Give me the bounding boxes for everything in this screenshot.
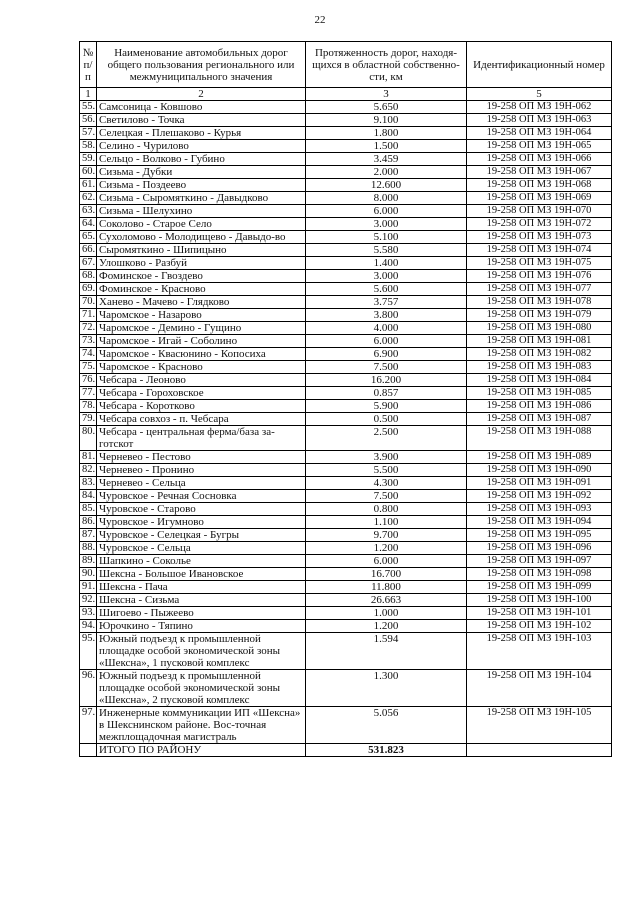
road-name: Юрочкино - Тяпино	[97, 620, 306, 633]
row-number: 56.	[80, 114, 97, 127]
row-number: 83.	[80, 477, 97, 490]
road-length: 12.600	[306, 179, 467, 192]
row-number: 92.	[80, 594, 97, 607]
road-name: Черневео - Пестово	[97, 451, 306, 464]
index-cell: 1	[80, 88, 97, 101]
page-number: 22	[314, 14, 326, 26]
road-id: 19-258 ОП МЗ 19Н-070	[467, 205, 612, 218]
road-name: Улошково - Разбуй	[97, 257, 306, 270]
road-length: 0.857	[306, 387, 467, 400]
total-length: 531.823	[306, 744, 467, 757]
header-length: Протяженность дорог, находя-щихся в областной собственно-сти, км	[306, 42, 467, 88]
column-index-row	[80, 88, 612, 101]
row-number: 85.	[80, 503, 97, 516]
road-id: 19-258 ОП МЗ 19Н-096	[467, 542, 612, 555]
total-id	[467, 744, 612, 757]
row-number: 66.	[80, 244, 97, 257]
road-length: 1.300	[306, 670, 467, 707]
road-id: 19-258 ОП МЗ 19Н-073	[467, 231, 612, 244]
index-cell: 3	[306, 88, 467, 101]
road-id: 19-258 ОП МЗ 19Н-076	[467, 270, 612, 283]
road-id: 19-258 ОП МЗ 19Н-080	[467, 322, 612, 335]
row-number: 90.	[80, 568, 97, 581]
road-id: 19-258 ОП МЗ 19Н-100	[467, 594, 612, 607]
road-length: 6.900	[306, 348, 467, 361]
road-id: 19-258 ОП МЗ 19Н-104	[467, 670, 612, 707]
table-row	[80, 516, 612, 529]
road-length: 3.000	[306, 270, 467, 283]
road-length: 1.594	[306, 633, 467, 670]
road-length: 5.500	[306, 464, 467, 477]
row-number: 70.	[80, 296, 97, 309]
road-length: 3.000	[306, 218, 467, 231]
road-id: 19-258 ОП МЗ 19Н-098	[467, 568, 612, 581]
road-length: 5.900	[306, 400, 467, 413]
road-length: 4.000	[306, 322, 467, 335]
road-length: 6.000	[306, 205, 467, 218]
index-cell: 5	[467, 88, 612, 101]
road-id: 19-258 ОП МЗ 19Н-094	[467, 516, 612, 529]
table-row	[80, 205, 612, 218]
road-id: 19-258 ОП МЗ 19Н-093	[467, 503, 612, 516]
road-name: Селино - Чурилово	[97, 140, 306, 153]
table-row	[80, 490, 612, 503]
road-name: Сизьма - Дубки	[97, 166, 306, 179]
road-length: 5.056	[306, 707, 467, 744]
road-length: 3.900	[306, 451, 467, 464]
table-row	[80, 192, 612, 205]
road-name: Сизьма - Шелухино	[97, 205, 306, 218]
table-row	[80, 620, 612, 633]
road-id: 19-258 ОП МЗ 19Н-086	[467, 400, 612, 413]
road-id: 19-258 ОП МЗ 19Н-084	[467, 374, 612, 387]
table-row	[80, 633, 612, 670]
road-length: 0.800	[306, 503, 467, 516]
road-length: 2.000	[306, 166, 467, 179]
table-row	[80, 348, 612, 361]
table-row	[80, 309, 612, 322]
row-number: 82.	[80, 464, 97, 477]
road-name: Чаромское - Красново	[97, 361, 306, 374]
road-length: 1.200	[306, 542, 467, 555]
total-row	[80, 744, 612, 757]
road-name: Шексна - Большое Ивановское	[97, 568, 306, 581]
table-row	[80, 503, 612, 516]
road-id: 19-258 ОП МЗ 19Н-063	[467, 114, 612, 127]
road-id: 19-258 ОП МЗ 19Н-099	[467, 581, 612, 594]
row-number: 87.	[80, 529, 97, 542]
row-number: 61.	[80, 179, 97, 192]
row-number: 89.	[80, 555, 97, 568]
roads-table	[79, 41, 612, 757]
road-name: Чебсара совхоз - п. Чебсара	[97, 413, 306, 426]
table-row	[80, 477, 612, 490]
road-length: 3.800	[306, 309, 467, 322]
road-name: Шексна - Пача	[97, 581, 306, 594]
road-id: 19-258 ОП МЗ 19Н-079	[467, 309, 612, 322]
table-row	[80, 529, 612, 542]
road-id: 19-258 ОП МЗ 19Н-097	[467, 555, 612, 568]
row-number: 63.	[80, 205, 97, 218]
road-name: Чебсара - Коротково	[97, 400, 306, 413]
road-length: 5.650	[306, 101, 467, 114]
row-number: 97.	[80, 707, 97, 744]
row-number: 81.	[80, 451, 97, 464]
road-id: 19-258 ОП МЗ 19Н-072	[467, 218, 612, 231]
road-length: 1.800	[306, 127, 467, 140]
row-number: 60.	[80, 166, 97, 179]
road-length: 0.500	[306, 413, 467, 426]
road-length: 5.580	[306, 244, 467, 257]
table-row	[80, 244, 612, 257]
road-length: 11.800	[306, 581, 467, 594]
road-id: 19-258 ОП МЗ 19Н-087	[467, 413, 612, 426]
table-row	[80, 413, 612, 426]
road-id: 19-258 ОП МЗ 19Н-075	[467, 257, 612, 270]
road-name: Чуровское - Старово	[97, 503, 306, 516]
table-row	[80, 374, 612, 387]
table-row	[80, 426, 612, 451]
table-row	[80, 670, 612, 707]
road-name: Чуровское - Сельца	[97, 542, 306, 555]
row-number: 59.	[80, 153, 97, 166]
row-number: 75.	[80, 361, 97, 374]
row-number: 88.	[80, 542, 97, 555]
row-number: 73.	[80, 335, 97, 348]
total-label: ИТОГО ПО РАЙОНУ	[97, 744, 306, 757]
road-id: 19-258 ОП МЗ 19Н-089	[467, 451, 612, 464]
road-id: 19-258 ОП МЗ 19Н-101	[467, 607, 612, 620]
road-name: Фоминское - Гвоздево	[97, 270, 306, 283]
road-name: Черневео - Сельца	[97, 477, 306, 490]
table-row	[80, 542, 612, 555]
table-row	[80, 555, 612, 568]
road-id: 19-258 ОП МЗ 19Н-091	[467, 477, 612, 490]
table-row	[80, 568, 612, 581]
row-number: 55.	[80, 101, 97, 114]
table-row	[80, 140, 612, 153]
row-number: 64.	[80, 218, 97, 231]
road-name: Самсоница - Ковшово	[97, 101, 306, 114]
row-number: 95.	[80, 633, 97, 670]
road-length: 1.400	[306, 257, 467, 270]
row-number: 78.	[80, 400, 97, 413]
road-name: Сизьма - Сыромяткино - Давыдково	[97, 192, 306, 205]
row-number: 80.	[80, 426, 97, 451]
table-row	[80, 296, 612, 309]
road-id: 19-258 ОП МЗ 19Н-095	[467, 529, 612, 542]
road-name: Чебсара - Гороховское	[97, 387, 306, 400]
road-length: 3.459	[306, 153, 467, 166]
road-name: Ханево - Мачево - Глядково	[97, 296, 306, 309]
row-number: 84.	[80, 490, 97, 503]
row-number: 94.	[80, 620, 97, 633]
road-length: 1.200	[306, 620, 467, 633]
road-id: 19-258 ОП МЗ 19Н-066	[467, 153, 612, 166]
road-name: Сухоломово - Молодищево - Давыдо-во	[97, 231, 306, 244]
road-length: 1.500	[306, 140, 467, 153]
road-length: 4.300	[306, 477, 467, 490]
row-number: 65.	[80, 231, 97, 244]
table-row	[80, 594, 612, 607]
header-id: Идентификационный номер	[467, 42, 612, 88]
table-row	[80, 451, 612, 464]
road-length: 2.500	[306, 426, 467, 451]
table-row	[80, 257, 612, 270]
table-row	[80, 581, 612, 594]
road-name: Чаромское - Квасюнино - Копосиха	[97, 348, 306, 361]
road-id: 19-258 ОП МЗ 19Н-074	[467, 244, 612, 257]
road-name: Чуровское - Селецкая - Бугры	[97, 529, 306, 542]
road-length: 6.000	[306, 335, 467, 348]
table-row	[80, 607, 612, 620]
road-name: Шапкино - Сокольe	[97, 555, 306, 568]
table-row	[80, 270, 612, 283]
road-length: 5.600	[306, 283, 467, 296]
row-number: 58.	[80, 140, 97, 153]
road-name: Соколово - Старое Село	[97, 218, 306, 231]
road-id: 19-258 ОП МЗ 19Н-065	[467, 140, 612, 153]
road-id: 19-258 ОП МЗ 19Н-088	[467, 426, 612, 451]
road-name: Чаромское - Игай - Соболино	[97, 335, 306, 348]
row-number: 77.	[80, 387, 97, 400]
row-number: 71.	[80, 309, 97, 322]
road-id: 19-258 ОП МЗ 19Н-064	[467, 127, 612, 140]
table-row	[80, 231, 612, 244]
road-name: Черневео - Пронино	[97, 464, 306, 477]
row-number: 74.	[80, 348, 97, 361]
table-row	[80, 218, 612, 231]
road-length: 16.700	[306, 568, 467, 581]
road-id: 19-258 ОП МЗ 19Н-078	[467, 296, 612, 309]
total-num	[80, 744, 97, 757]
road-length: 1.100	[306, 516, 467, 529]
table-row	[80, 179, 612, 192]
road-id: 19-258 ОП МЗ 19Н-081	[467, 335, 612, 348]
road-id: 19-258 ОП МЗ 19Н-103	[467, 633, 612, 670]
road-name: Чаромское - Назарово	[97, 309, 306, 322]
road-name: Южный подъезд к промышленной площадке особой экономической зоны «Шексна», 1 пусковой комплекс	[97, 633, 306, 670]
road-name: Инженерные коммуникации ИП «Шексна» в Шекснинском районе. Вос-точная межплощадочная магистраль	[97, 707, 306, 744]
road-name: Шигоево - Пыжеево	[97, 607, 306, 620]
table-row	[80, 153, 612, 166]
road-id: 19-258 ОП МЗ 19Н-067	[467, 166, 612, 179]
row-number: 96.	[80, 670, 97, 707]
road-length: 16.200	[306, 374, 467, 387]
road-length: 1.000	[306, 607, 467, 620]
table-row	[80, 400, 612, 413]
road-id: 19-258 ОП МЗ 19Н-069	[467, 192, 612, 205]
road-name: Шексна - Сизьма	[97, 594, 306, 607]
road-length: 5.100	[306, 231, 467, 244]
table-row	[80, 387, 612, 400]
row-number: 62.	[80, 192, 97, 205]
table-row	[80, 127, 612, 140]
row-number: 72.	[80, 322, 97, 335]
road-id: 19-258 ОП МЗ 19Н-092	[467, 490, 612, 503]
road-length: 6.000	[306, 555, 467, 568]
table-row	[80, 166, 612, 179]
road-id: 19-258 ОП МЗ 19Н-102	[467, 620, 612, 633]
table-row	[80, 464, 612, 477]
road-name: Чебсара - Леоново	[97, 374, 306, 387]
table-row	[80, 283, 612, 296]
table-row	[80, 707, 612, 744]
road-length: 7.500	[306, 490, 467, 503]
road-name: Южный подъезд к промышленной площадке особой экономической зоны «Шексна», 2 пусковой комплекс	[97, 670, 306, 707]
table-row	[80, 322, 612, 335]
road-name: Светилово - Точка	[97, 114, 306, 127]
table-row	[80, 114, 612, 127]
road-name: Сыромяткино - Шипицыно	[97, 244, 306, 257]
road-name: Сельцо - Волково - Губино	[97, 153, 306, 166]
table-body	[80, 101, 612, 744]
row-number: 67.	[80, 257, 97, 270]
road-id: 19-258 ОП МЗ 19Н-083	[467, 361, 612, 374]
header-name: Наименование автомобильных дорог общего пользования регионального или межмуниципального значения	[97, 42, 306, 88]
road-length: 9.100	[306, 114, 467, 127]
road-id: 19-258 ОП МЗ 19Н-062	[467, 101, 612, 114]
road-id: 19-258 ОП МЗ 19Н-082	[467, 348, 612, 361]
road-id: 19-258 ОП МЗ 19Н-077	[467, 283, 612, 296]
road-length: 9.700	[306, 529, 467, 542]
table-header-row	[80, 42, 612, 88]
road-id: 19-258 ОП МЗ 19Н-090	[467, 464, 612, 477]
road-length: 26.663	[306, 594, 467, 607]
road-name: Чуровское - Речная Сосновка	[97, 490, 306, 503]
road-name: Фоминское - Красново	[97, 283, 306, 296]
table-row	[80, 101, 612, 114]
row-number: 76.	[80, 374, 97, 387]
row-number: 86.	[80, 516, 97, 529]
road-name: Чебсара - центральная ферма/база за-готскот	[97, 426, 306, 451]
road-id: 19-258 ОП МЗ 19Н-068	[467, 179, 612, 192]
row-number: 79.	[80, 413, 97, 426]
road-name: Селецкая - Плешаково - Курья	[97, 127, 306, 140]
road-length: 7.500	[306, 361, 467, 374]
road-id: 19-258 ОП МЗ 19Н-105	[467, 707, 612, 744]
road-id: 19-258 ОП МЗ 19Н-085	[467, 387, 612, 400]
road-length: 3.757	[306, 296, 467, 309]
row-number: 93.	[80, 607, 97, 620]
index-cell: 2	[97, 88, 306, 101]
road-name: Чаромское - Демино - Гущино	[97, 322, 306, 335]
table-row	[80, 335, 612, 348]
road-name: Чуровское - Игумново	[97, 516, 306, 529]
road-length: 8.000	[306, 192, 467, 205]
row-number: 57.	[80, 127, 97, 140]
row-number: 69.	[80, 283, 97, 296]
road-name: Сизьма - Поздеево	[97, 179, 306, 192]
table-row	[80, 361, 612, 374]
row-number: 68.	[80, 270, 97, 283]
header-num: № п/п	[80, 42, 97, 88]
row-number: 91.	[80, 581, 97, 594]
